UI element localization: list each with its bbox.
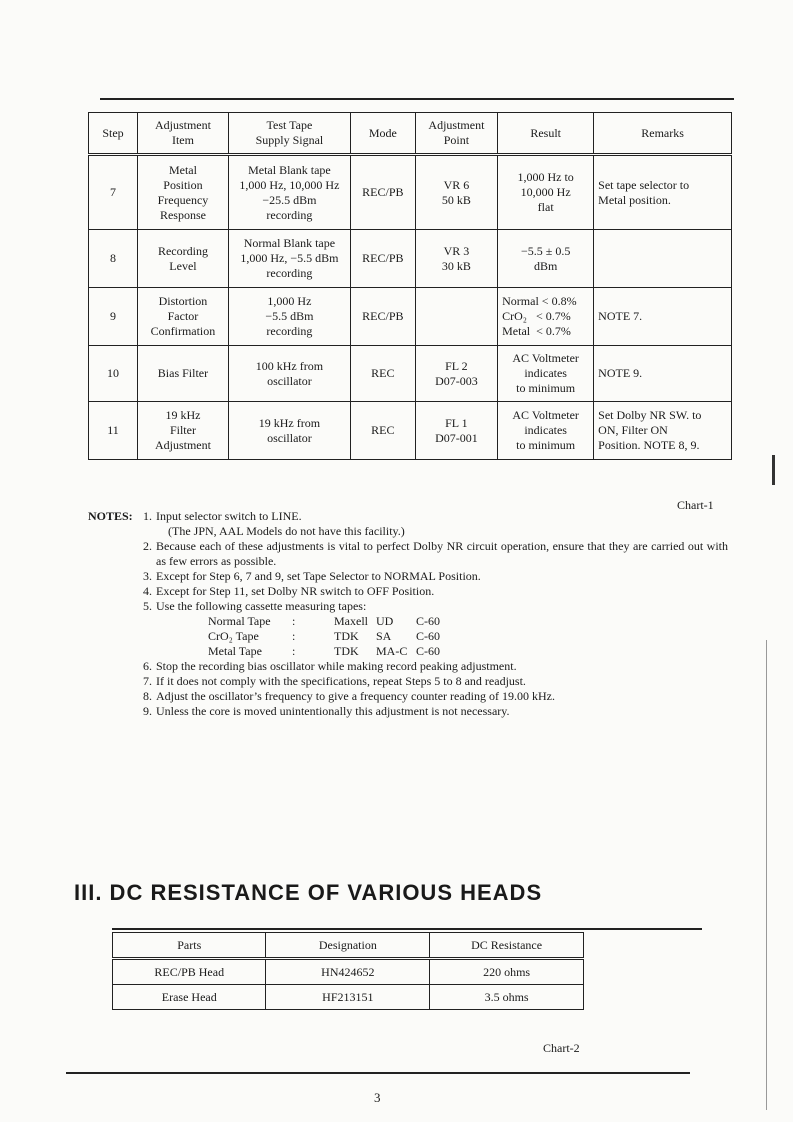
notes-title: NOTES: <box>88 509 133 523</box>
cell-step: 7 <box>89 155 138 230</box>
cell-point: VR 3 30 kB <box>415 230 497 288</box>
header-result: Result <box>498 113 594 155</box>
table-row <box>89 155 732 230</box>
cell-point: VR 6 50 kB <box>415 155 497 230</box>
table-row <box>89 288 732 346</box>
cell-remarks: NOTE 7. <box>594 288 732 346</box>
cell-item: Metal Position Frequency Response <box>138 155 229 230</box>
cell-remarks <box>594 230 732 288</box>
cell-point <box>415 288 497 346</box>
cell-signal: 19 kHz from oscillator <box>228 402 350 460</box>
note-item: 2. Because each of these adjustments is vital to perfect Dolby NR circuit operation, ensure that they are carried out with as few errors as possible. <box>143 539 728 568</box>
cell-item: Bias Filter <box>138 346 229 402</box>
dc-resistance-table <box>112 932 584 1010</box>
chart1-label: Chart-1 <box>677 498 714 512</box>
cell-designation: HF213151 <box>266 985 430 1010</box>
cell-result: 1,000 Hz to 10,000 Hz flat <box>498 155 594 230</box>
note-item: 9. Unless the core is moved unintentionally this adjustment is not necessary. <box>143 704 510 718</box>
cell-signal: Metal Blank tape 1,000 Hz, 10,000 Hz −25.5 dBm recording <box>228 155 350 230</box>
header-parts: Parts <box>113 933 266 959</box>
note-text: Except for Step 11, set Dolby NR switch to OFF Position. <box>156 584 435 598</box>
cell-mode: REC/PB <box>350 230 415 288</box>
cell-mode: REC <box>350 346 415 402</box>
note-text: Input selector switch to LINE. <box>156 509 302 523</box>
note-item: 4. Except for Step 11, set Dolby NR switch to OFF Position. <box>143 584 435 598</box>
note-item: 6. Stop the recording bias oscillator while making record peaking adjustment. <box>143 659 517 673</box>
cell-part: REC/PB Head <box>113 959 266 985</box>
cell-result: AC Voltmeter indicates to minimum <box>498 402 594 460</box>
cell-result: −5.5 ± 0.5 dBm <box>498 230 594 288</box>
table-header-row <box>113 933 584 959</box>
cell-result: AC Voltmeter indicates to minimum <box>498 346 594 402</box>
cell-signal: 1,000 Hz −5.5 dBm recording <box>228 288 350 346</box>
header-adjustment-item: Adjustment Item <box>138 113 229 155</box>
note-text: Because each of these adjustments is vital to perfect Dolby NR circuit operation, ensure that they are carried out with as few errors as possible. <box>156 539 728 568</box>
scan-margin-mark <box>772 455 775 485</box>
cell-remarks: Set Dolby NR SW. to ON, Filter ON Position. NOTE 8, 9. <box>594 402 732 460</box>
note-text: If it does not comply with the specifications, repeat Steps 5 to 8 and readjust. <box>156 674 526 688</box>
cell-item: Recording Level <box>138 230 229 288</box>
tape-list <box>138 614 728 659</box>
note-text: Adjust the oscillator’s frequency to give a frequency counter reading of 19.00 kHz. <box>156 689 555 703</box>
cell-point: FL 1 D07-001 <box>415 402 497 460</box>
cell-item: 19 kHz Filter Adjustment <box>138 402 229 460</box>
header-test-tape: Test Tape Supply Signal <box>228 113 350 155</box>
page-number: 3 <box>374 1090 381 1105</box>
cell-mode: REC/PB <box>350 155 415 230</box>
note-text: Unless the core is moved unintentionally this adjustment is not necessary. <box>156 704 510 718</box>
table-row <box>89 402 732 460</box>
note-item: 3. Except for Step 6, 7 and 9, set Tape Selector to NORMAL Position. <box>143 569 481 583</box>
note-text: Stop the recording bias oscillator while making record peaking adjustment. <box>156 659 517 673</box>
cell-result: Normal < 0.8% CrO₂ < 0.7% Metal < 0.7% <box>498 288 594 346</box>
table-row <box>113 985 584 1010</box>
cell-signal: Normal Blank tape 1,000 Hz, −5.5 dBm recording <box>228 230 350 288</box>
table-header-row <box>89 113 732 155</box>
section-title: III. DC RESISTANCE OF VARIOUS HEADS <box>74 880 543 905</box>
note-item: 5. Use the following cassette measuring tapes: <box>143 599 367 613</box>
table-row <box>89 346 732 402</box>
table-row <box>89 230 732 288</box>
note-subtext: (The JPN, AAL Models do not have this facility.) <box>168 524 405 538</box>
top-rule <box>100 98 734 100</box>
note-text: Use the following cassette measuring tapes: <box>156 599 367 613</box>
cell-part: Erase Head <box>113 985 266 1010</box>
note-item: 8. Adjust the oscillator’s frequency to give a frequency counter reading of 19.00 kHz. <box>143 689 555 703</box>
note-item <box>138 524 728 539</box>
note-item: 1. Input selector switch to LINE. <box>143 509 302 523</box>
note-item: 7. If it does not comply with the specifications, repeat Steps 5 to 8 and readjust. <box>143 674 526 688</box>
cell-step: 9 <box>89 288 138 346</box>
cell-mode: REC/PB <box>350 288 415 346</box>
adjustment-table <box>88 112 732 460</box>
cell-remarks: Set tape selector to Metal position. <box>594 155 732 230</box>
section-rule <box>112 928 702 930</box>
header-dc-resistance: DC Resistance <box>430 933 584 959</box>
chart2-label: Chart-2 <box>543 1041 580 1055</box>
table-row <box>113 959 584 985</box>
header-mode: Mode <box>350 113 415 155</box>
cell-step: 8 <box>89 230 138 288</box>
cell-step: 10 <box>89 346 138 402</box>
notes-list <box>88 509 728 719</box>
notes-section <box>88 509 728 719</box>
bottom-rule <box>66 1072 690 1074</box>
cell-resistance: 3.5 ohms <box>430 985 584 1010</box>
cell-mode: REC <box>350 402 415 460</box>
tape-row: Normal Tape : Maxell UD C-60 <box>208 614 440 628</box>
cell-designation: HN424652 <box>266 959 430 985</box>
header-adjustment-point: Adjustment Point <box>415 113 497 155</box>
tape-row: CrO₂ Tape : TDK SA C-60 <box>208 629 440 643</box>
note-text: Except for Step 6, 7 and 9, set Tape Selector to NORMAL Position. <box>156 569 481 583</box>
cell-signal: 100 kHz from oscillator <box>228 346 350 402</box>
header-designation: Designation <box>266 933 430 959</box>
cell-step: 11 <box>89 402 138 460</box>
cell-resistance: 220 ohms <box>430 959 584 985</box>
scan-margin-line <box>766 640 767 1110</box>
header-remarks: Remarks <box>594 113 732 155</box>
tape-row: Metal Tape : TDK MA-C C-60 <box>208 644 440 658</box>
cell-item: Distortion Factor Confirmation <box>138 288 229 346</box>
cell-remarks: NOTE 9. <box>594 346 732 402</box>
cell-point: FL 2 D07-003 <box>415 346 497 402</box>
header-step: Step <box>89 113 138 155</box>
